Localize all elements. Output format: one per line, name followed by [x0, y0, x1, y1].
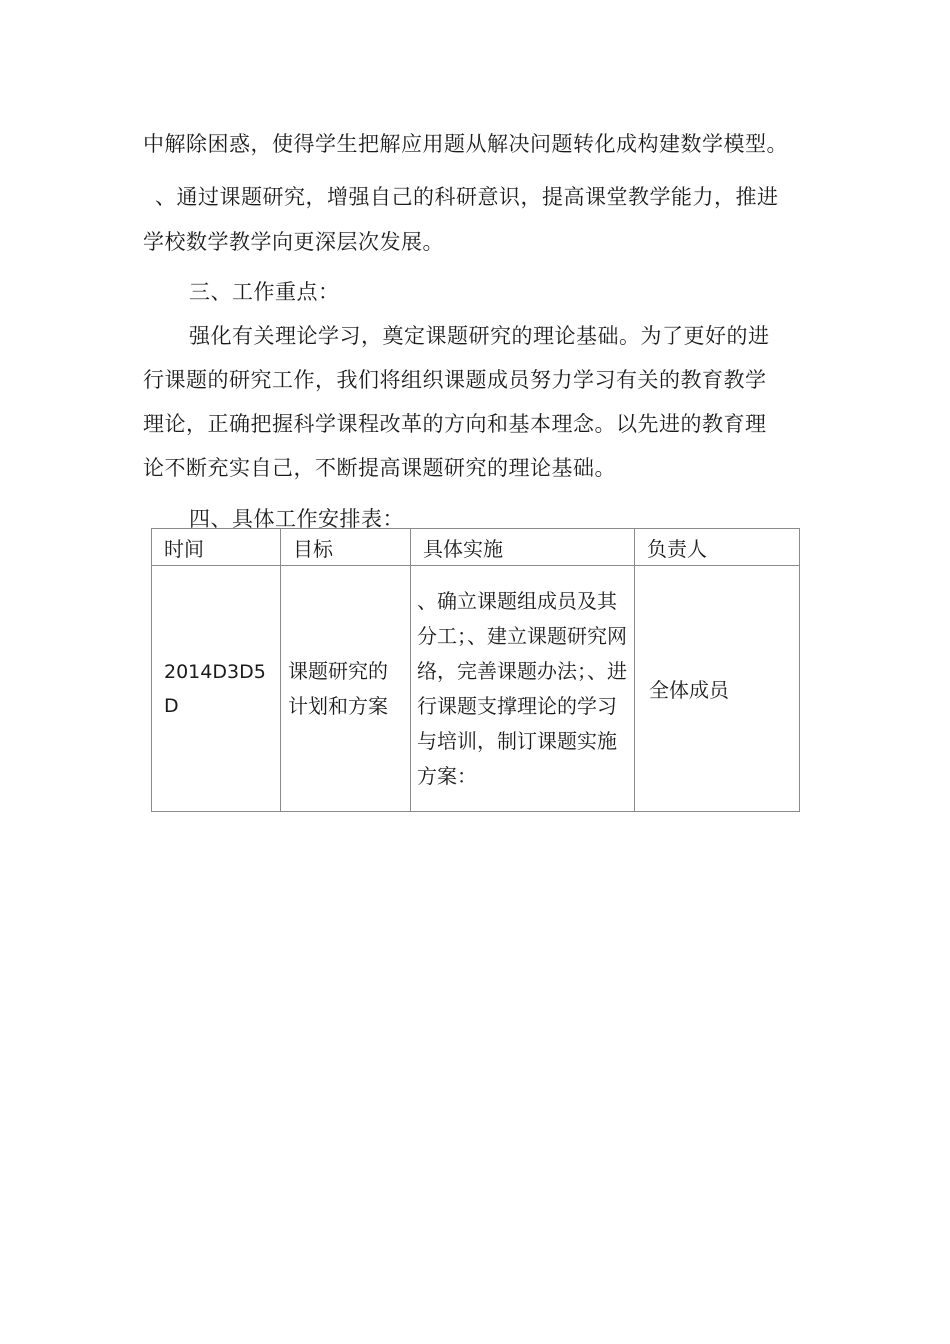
paragraph-line: 论不断充实自己，不断提高课题研究的理论基础。 — [143, 456, 616, 480]
cell-owner: 全体成员 — [635, 566, 800, 812]
section-heading-work-focus: 三、工作重点： — [189, 280, 340, 304]
section-heading-schedule: 四、具体工作安排表： — [189, 507, 404, 531]
header-goal-label: 目标 — [293, 536, 333, 561]
header-time-label: 时间 — [164, 536, 204, 561]
header-owner — [635, 529, 800, 566]
header-implementation — [411, 529, 635, 566]
paragraph-line: 理论，正确把握科学课程改革的方向和基本理念。以先进的教育理 — [143, 412, 767, 436]
cell-implementation: 、确立课题组成员及其分工；、建立课题研究网络，完善课题办法；、进行课题支撑理论的学习与培训，制订课题实施方案： — [411, 566, 635, 812]
table-row — [152, 566, 800, 812]
paragraph-line: 强化有关理论学习，奠定课题研究的理论基础。为了更好的进 — [189, 324, 770, 348]
paragraph-line: 中解除困惑，使得学生把解应用题从解决问题转化成构建数学模型。 — [143, 132, 788, 156]
paragraph-line: 、通过课题研究，增强自己的科研意识，提高课堂教学能力，推进 — [155, 185, 779, 209]
paragraph-line: 学校数学教学向更深层次发展。 — [143, 230, 444, 254]
header-implementation-label: 具体实施 — [423, 536, 503, 561]
schedule-table — [151, 528, 800, 812]
table-header-row — [152, 529, 800, 566]
header-owner-label: 负责人 — [647, 536, 707, 561]
cell-goal: 课题研究的计划和方案 — [281, 566, 411, 812]
header-time — [152, 529, 281, 566]
header-goal — [281, 529, 411, 566]
paragraph-line: 行课题的研究工作，我们将组织课题成员努力学习有关的教育教学 — [143, 368, 767, 392]
cell-time: 2014D3D5D — [152, 566, 281, 812]
